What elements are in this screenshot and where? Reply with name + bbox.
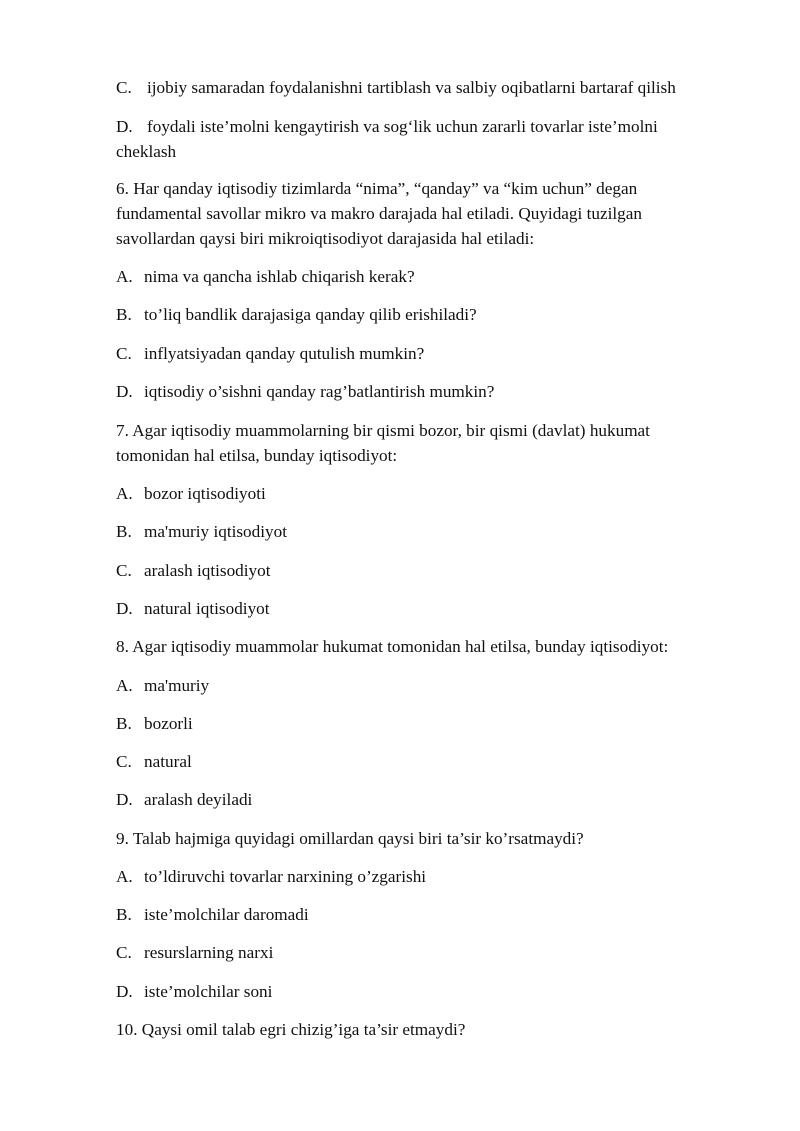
option-text: inflyatsiyadan qanday qutulish mumkin? <box>144 344 425 363</box>
question-9-option-a <box>116 865 756 889</box>
question-7-option-d <box>116 597 756 621</box>
option-letter: B. <box>116 522 132 541</box>
question-9-option-d <box>116 980 756 1004</box>
prev-option-d <box>116 115 756 139</box>
question-6-option-b <box>116 303 756 327</box>
option-letter: D. <box>116 117 133 136</box>
option-text: foydali iste’molni kengaytirish va sog‘lik uchun zararli tovarlar iste’molni <box>147 117 658 136</box>
option-text: natural iqtisodiyot <box>144 599 270 618</box>
question-7-option-a <box>116 482 756 506</box>
question-6-text-line-3: savollardan qaysi biri mikroiqtisodiyot darajasida hal etiladi: <box>116 229 535 248</box>
option-letter: B. <box>116 305 132 324</box>
option-text: aralash deyiladi <box>144 790 253 809</box>
option-letter: C. <box>116 561 132 580</box>
option-text: iste’molchilar daromadi <box>144 905 309 924</box>
question-8-option-a <box>116 674 756 698</box>
question-6-text-line-1: 6. Har qanday iqtisodiy tizimlarda “nima”, “qanday” va “kim uchun” degan <box>116 179 638 198</box>
option-text: resurslarning narxi <box>144 943 274 962</box>
question-6-option-a <box>116 265 756 289</box>
option-letter: C. <box>116 752 132 771</box>
option-letter: C. <box>116 78 132 97</box>
question-6-option-c <box>116 342 756 366</box>
question-7-text-line-2: tomonidan hal etilsa, bunday iqtisodiyot: <box>116 446 398 465</box>
option-letter: D. <box>116 382 133 401</box>
question-8-option-c <box>116 750 756 774</box>
question-8-option-d <box>116 788 756 812</box>
option-letter: A. <box>116 867 133 886</box>
option-letter: A. <box>116 484 133 503</box>
option-text: nima va qancha ishlab chiqarish kerak? <box>144 267 415 286</box>
option-text: natural <box>144 752 192 771</box>
question-7-text-line-1: 7. Agar iqtisodiy muammolarning bir qismi bozor, bir qismi (davlat) hukumat <box>116 421 650 440</box>
prev-option-c <box>116 76 756 100</box>
question-7-option-c <box>116 559 756 583</box>
question-7-option-b <box>116 520 756 544</box>
option-text: ijobiy samaradan foydalanishni tartiblash va salbiy oqibatlarni bartaraf qilish <box>147 78 676 97</box>
question-10-text: 10. Qaysi omil talab egri chizig’iga ta’sir etmaydi? <box>116 1020 466 1039</box>
option-text: iqtisodiy o’sishni qanday rag’batlantirish mumkin? <box>144 382 495 401</box>
option-letter: C. <box>116 344 132 363</box>
option-letter: B. <box>116 714 132 733</box>
option-letter: D. <box>116 982 133 1001</box>
option-text: bozor iqtisodiyoti <box>144 484 266 503</box>
question-9-text: 9. Talab hajmiga quyidagi omillardan qaysi biri ta’sir ko’rsatmaydi? <box>116 829 584 848</box>
question-6-text-line-2: fundamental savollar mikro va makro darajada hal etiladi. Quyidagi tuzilgan <box>116 204 642 223</box>
option-letter: D. <box>116 790 133 809</box>
option-text: ma'muriy iqtisodiyot <box>144 522 287 541</box>
option-text: iste’molchilar soni <box>144 982 273 1001</box>
option-letter: A. <box>116 267 133 286</box>
option-letter: A. <box>116 676 133 695</box>
option-text: to’liq bandlik darajasiga qanday qilib erishiladi? <box>144 305 477 324</box>
option-letter: B. <box>116 905 132 924</box>
question-8-option-b <box>116 712 756 736</box>
option-text: bozorli <box>144 714 193 733</box>
question-9-option-c <box>116 941 756 965</box>
option-letter: C. <box>116 943 132 962</box>
question-9-option-b <box>116 903 756 927</box>
option-text: to’ldiruvchi tovarlar narxining o’zgarishi <box>144 867 427 886</box>
question-6-option-d <box>116 380 756 404</box>
option-letter: D. <box>116 599 133 618</box>
prev-option-d-continued: cheklash <box>116 142 177 161</box>
question-8-text: 8. Agar iqtisodiy muammolar hukumat tomonidan hal etilsa, bunday iqtisodiyot: <box>116 637 669 656</box>
option-text: ma'muriy <box>144 676 210 695</box>
option-text: aralash iqtisodiyot <box>144 561 271 580</box>
